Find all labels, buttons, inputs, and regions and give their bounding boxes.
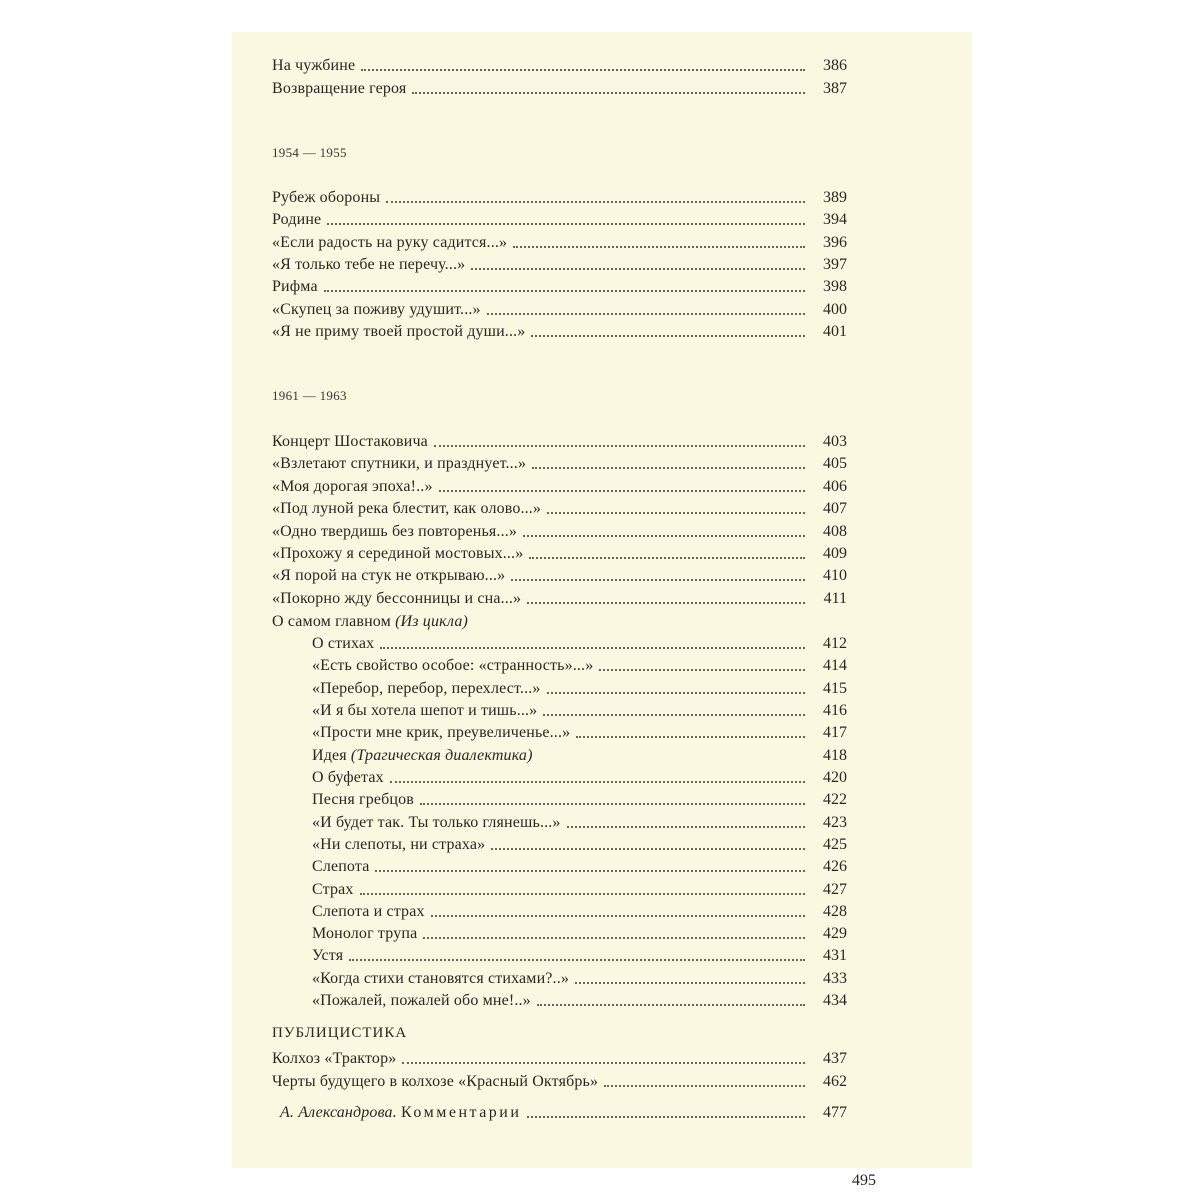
entry-title: О буфетах <box>312 769 384 786</box>
entry-page: 400 <box>823 300 847 318</box>
toc-entry <box>272 562 847 586</box>
entry-title: «Перебор, перебор, перехлест...» <box>312 679 541 697</box>
toc-entry <box>272 296 847 320</box>
entry-page: 386 <box>823 57 847 74</box>
entry-page: 416 <box>823 701 847 719</box>
toc-entry <box>312 876 847 900</box>
entry-title: На чужбине <box>272 57 356 74</box>
entry-page: 423 <box>823 813 847 831</box>
entry-page: 412 <box>823 635 847 652</box>
toc-entry <box>272 1045 847 1069</box>
dot-leader <box>420 803 805 805</box>
entry-page: 415 <box>823 679 847 697</box>
section-years-1961-1963: 1961 — 1963 <box>272 388 347 403</box>
toc-entry <box>312 920 847 944</box>
cycle-note: (Из цикла) <box>395 613 469 630</box>
toc-entry <box>272 450 847 474</box>
entry-title: «Когда стихи становятся стихами?..» <box>312 969 569 987</box>
page-number: 495 <box>852 1172 876 1189</box>
entry-page: 433 <box>823 969 847 987</box>
toc-entry <box>312 853 847 877</box>
entry-page: 420 <box>823 769 847 786</box>
entry-page: 408 <box>823 522 847 540</box>
entry-page: 434 <box>823 992 847 1009</box>
entry-page: 414 <box>823 657 847 675</box>
entry-title: Родине <box>272 211 322 229</box>
book-page <box>232 32 972 1189</box>
entry-page: 409 <box>823 545 847 562</box>
entry-title: Возвращение героя <box>272 79 407 97</box>
dot-leader <box>361 69 805 71</box>
dot-leader <box>599 669 805 671</box>
entry-page: 397 <box>823 255 847 273</box>
entry-title: Рифма <box>272 278 318 296</box>
entry-title: «Я не приму твоей простой души...» <box>272 322 526 340</box>
entry-page: 410 <box>823 567 847 585</box>
entry-page: 422 <box>823 791 847 809</box>
comment-title: Комментарии <box>401 1104 522 1121</box>
table-of-contents <box>232 32 972 1168</box>
toc-entry <box>312 764 847 788</box>
cycle-title <box>272 612 468 632</box>
entry-title: Монолог трупа <box>312 925 418 943</box>
toc-entry <box>280 1099 847 1123</box>
toc-entry <box>312 809 847 833</box>
toc-entry <box>272 75 847 99</box>
dot-leader <box>434 445 805 447</box>
entry-page: 431 <box>823 947 847 965</box>
entry-title: «Прости мне крик, преувеличенье...» <box>312 724 571 742</box>
entry-title: «Одно твердишь без повторенья...» <box>272 522 518 540</box>
toc-entry <box>272 318 847 342</box>
dot-leader <box>527 1116 805 1118</box>
entry-title: Устя <box>312 947 344 965</box>
entry-title: Колхоз «Трактор» <box>272 1050 397 1067</box>
toc-entry <box>272 518 847 542</box>
entry-page: 387 <box>823 79 847 97</box>
entry-title: «Если радость на руку садится...» <box>272 233 508 251</box>
toc-entry <box>312 719 847 743</box>
toc-entry <box>312 697 847 721</box>
entry-page: 403 <box>823 433 847 450</box>
dot-leader <box>375 870 805 872</box>
dot-leader <box>439 490 805 492</box>
entry-title: Слепота <box>312 858 370 876</box>
entry-page: 418 <box>823 747 847 764</box>
toc-entry <box>272 1068 847 1092</box>
entry-title: Концерт Шостаковича <box>272 433 428 450</box>
entry-page: 411 <box>823 589 847 607</box>
dot-leader <box>511 579 805 581</box>
toc-entry <box>312 987 847 1011</box>
entry-page: 462 <box>823 1072 847 1090</box>
entry-title: «Взлетают спутники, и празднует...» <box>272 455 527 473</box>
dot-leader <box>547 512 805 514</box>
entry-title: «Я порой на стук не открываю...» <box>272 567 506 585</box>
dot-leader <box>349 959 805 961</box>
dot-leader <box>390 781 805 783</box>
dot-leader <box>547 692 805 694</box>
entry-page: 401 <box>823 322 847 340</box>
dot-leader <box>543 714 805 716</box>
toc-entry <box>312 965 847 989</box>
entry-page: 394 <box>823 211 847 229</box>
entry-page: 426 <box>823 858 847 876</box>
entry-page: 398 <box>823 278 847 296</box>
entry-title: «Под луной река блестит, как олово...» <box>272 500 542 518</box>
entry-title: Слепота и страх <box>312 902 425 920</box>
dot-leader <box>360 893 806 895</box>
dot-leader <box>327 223 805 225</box>
entry-title: «Есть свойство особое: «странность»...» <box>312 657 594 675</box>
dot-leader <box>537 1004 805 1006</box>
toc-entry <box>312 786 847 810</box>
toc-entry <box>312 675 847 699</box>
entry-title: Страх <box>312 880 354 898</box>
entry-title: «Покорно жду бессонницы и сна...» <box>272 589 522 607</box>
toc-entry <box>272 273 847 297</box>
dot-leader <box>567 826 805 828</box>
dot-leader <box>402 1062 805 1064</box>
toc-entry <box>312 630 847 654</box>
toc-entry <box>312 652 847 676</box>
toc-entry <box>272 229 847 253</box>
entry-page: 405 <box>823 455 847 473</box>
entry-title <box>280 1103 521 1123</box>
entry-title: «Скупец за поживу удушит...» <box>272 300 481 318</box>
dot-leader <box>491 848 805 850</box>
entry-title: «И я бы хотела шепот и тишь...» <box>312 701 538 719</box>
entry-page: 429 <box>823 925 847 943</box>
dot-leader <box>531 335 805 337</box>
toc-entry <box>312 742 847 766</box>
toc-entry <box>272 540 847 564</box>
idea-note: (Трагическая диалектика) <box>350 747 533 764</box>
entry-page: 406 <box>823 477 847 495</box>
entry-title: «Моя дорогая эпоха!..» <box>272 477 433 495</box>
entry-page: 417 <box>823 724 847 742</box>
entry-page: 425 <box>823 835 847 853</box>
cycle-heading <box>272 608 847 632</box>
toc-entry <box>272 585 847 609</box>
toc-entry <box>312 831 847 855</box>
entry-title: «Прохожу я серединой мостовых...» <box>272 545 524 562</box>
entry-title: «Я только тебе не перечу...» <box>272 255 466 273</box>
dot-leader <box>527 602 805 604</box>
entry-page: 396 <box>823 233 847 251</box>
toc-entry <box>272 52 847 76</box>
dot-leader <box>576 736 805 738</box>
dot-leader <box>529 557 805 559</box>
section-publicistics: ПУБЛИЦИСТИКА <box>272 1025 408 1041</box>
dot-leader <box>487 313 805 315</box>
toc-entry <box>272 184 847 208</box>
entry-page: 428 <box>823 902 847 920</box>
toc-entry <box>272 251 847 275</box>
toc-entry <box>312 942 847 966</box>
dot-leader <box>575 982 805 984</box>
dot-leader <box>324 290 805 292</box>
cycle-title-text: О самом главном <box>272 613 391 630</box>
entry-title <box>312 746 533 766</box>
entry-title: «И будет так. Ты только глянешь...» <box>312 813 561 831</box>
entry-title: Песня гребцов <box>312 791 414 809</box>
entry-page: 427 <box>823 880 847 898</box>
toc-entry <box>272 495 847 519</box>
dot-leader <box>532 467 805 469</box>
dot-leader <box>412 92 805 94</box>
dot-leader <box>380 647 805 649</box>
toc-entry <box>272 206 847 230</box>
dot-leader <box>513 246 805 248</box>
dot-leader <box>471 268 805 270</box>
toc-entry <box>272 473 847 497</box>
entry-title: Рубеж обороны <box>272 189 381 206</box>
dot-leader <box>386 201 805 203</box>
entry-page: 407 <box>823 500 847 518</box>
entry-title: О стихах <box>312 635 375 652</box>
dot-leader <box>523 535 805 537</box>
dot-leader <box>604 1085 805 1087</box>
toc-entry <box>272 428 847 452</box>
entry-title: «Пожалей, пожалей обо мне!..» <box>312 992 531 1009</box>
section-years-1954-1955: 1954 — 1955 <box>272 145 347 160</box>
entry-title: «Ни слепоты, ни страха» <box>312 835 486 853</box>
dot-leader <box>423 937 805 939</box>
entry-page: 389 <box>823 189 847 206</box>
entry-page: 477 <box>823 1104 847 1121</box>
entry-page: 437 <box>823 1050 847 1067</box>
entry-title: Черты будущего в колхозе «Красный Октябрь» <box>272 1072 599 1090</box>
dot-leader <box>431 915 805 917</box>
toc-entry <box>312 898 847 922</box>
idea-title: Идея <box>312 747 347 764</box>
comment-author: А. Александрова. <box>280 1104 397 1121</box>
